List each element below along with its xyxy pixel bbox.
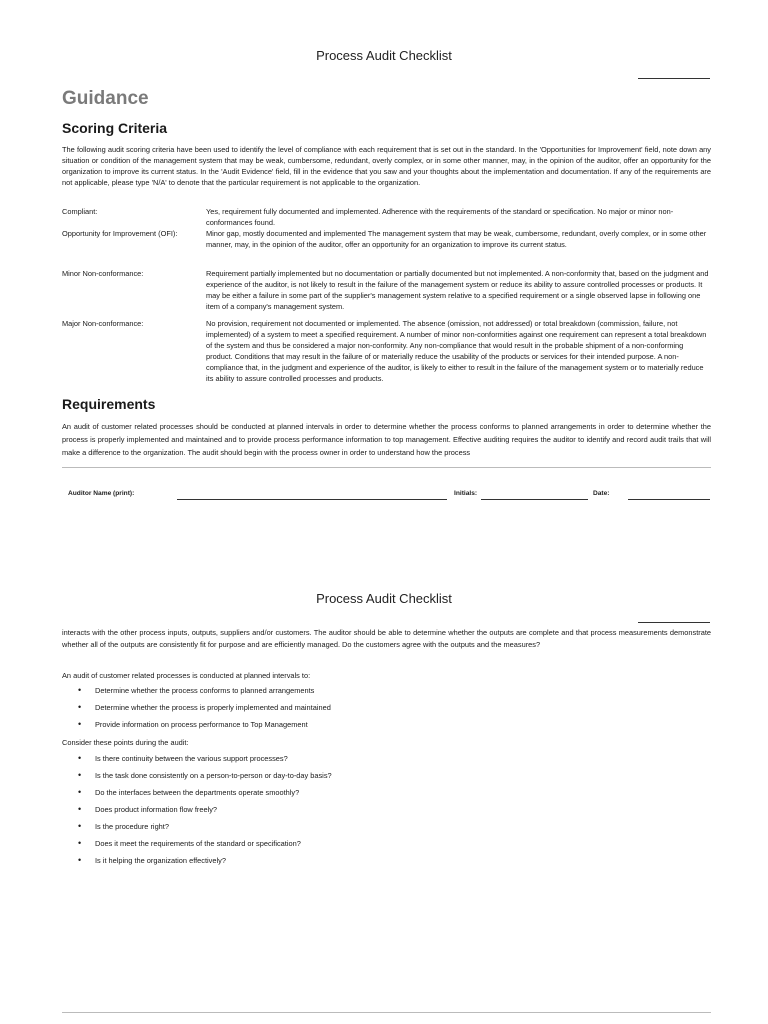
list-item: • Determine whether the process is properly implemented and maintained xyxy=(78,699,708,716)
list-item: • Provide information on process performance to Top Management xyxy=(78,716,708,733)
criteria-term-compliant: Compliant: xyxy=(62,207,98,216)
consider-list xyxy=(78,750,708,869)
criteria-term-ofi: Opportunity for Improvement (OFI): xyxy=(62,229,178,238)
list-item: • Does product information flow freely? xyxy=(78,801,708,818)
criteria-desc-minor: Requirement partially implemented but no documentation or partially documented but not implemented. A non-conformity that, based on the judgment and experience of the auditor, is not likely to result in the failure of the management system or reduce its ability to assure controlled processes or products. It may be either a failure in some part of the supplier's management system relative to a specified requirement or a single observed lapse in following one item of a company's management system. xyxy=(206,269,709,311)
header-rule xyxy=(638,78,710,79)
criteria-term-minor: Minor Non-conformance: xyxy=(62,269,144,278)
page-title: Process Audit Checklist xyxy=(316,48,452,63)
intervals-intro: An audit of customer related processes is conducted at planned intervals to: xyxy=(62,671,311,680)
continuation-paragraph: interacts with the other process inputs, outputs, suppliers and/or customers. The auditor should be able to determine whether the outputs are complete and that process measurements demonstrate whether all of the outputs are consistently fit for purpose and are efficiently managed. Do the customers agree with the outputs and the measures? xyxy=(62,628,711,649)
header-rule-2 xyxy=(638,622,710,623)
initials-field[interactable] xyxy=(481,499,588,500)
page-divider xyxy=(62,467,711,468)
criteria-desc-major: No provision, requirement not documented or implemented. The absence (omission, not addressed) or total breakdown (commission, failure, not implemented) of a system to meet a specified requirement. A number of minor non-conformities against one requirement can represent a total breakdown of the system and thus be considered a major non-conformity. Any non-compliance that would result in the probable shipment of a non-conforming product. Conditions that may result in the failure of or materially reduce the usability of the products or services for their intended purpose. A non-compliance that, in the judgment and experience of the auditor, is likely to either to result in the failure of the management system or to materially reduce its ability to assure controlled processes and products. xyxy=(206,319,707,383)
criteria-term-major: Major Non-conformance: xyxy=(62,319,144,328)
auditor-name-label: Auditor Name (print): xyxy=(68,490,135,497)
scoring-criteria-heading: Scoring Criteria xyxy=(62,120,168,136)
scoring-intro-paragraph: The following audit scoring criteria have been used to identify the level of compliance with each requirement that is set out in the standard. In the 'Opportunities for Improvement' field, note down any situation or condition of the management system that may be weak, cumbersome, redundant, overly complex, or in some other manner, may, in the opinion of the auditor, offer an opportunity for the organization to improve its current status. In the 'Audit Evidence' field, fill in the evidence that you saw and your thoughts about the implementation and documentation. If any of the requirements are not applicable, please type 'N/A' to denote that the particular requirement is not applicable to the organization. xyxy=(62,145,711,187)
page-title-2: Process Audit Checklist xyxy=(316,591,452,606)
consider-intro: Consider these points during the audit: xyxy=(62,738,189,747)
list-item: • Is the task done consistently on a person-to-person or day-to-day basis? xyxy=(78,767,708,784)
list-item: • Is it helping the organization effectively? xyxy=(78,852,708,869)
guidance-heading: Guidance xyxy=(62,88,149,109)
date-label: Date: xyxy=(593,490,610,497)
auditor-name-field[interactable] xyxy=(177,499,447,500)
criteria-desc-compliant: Yes, requirement fully documented and implemented. Adherence with the requirements of the standard or specification. No major or minor non-conformances found. xyxy=(206,207,674,227)
list-item: • Do the interfaces between the departments operate smoothly? xyxy=(78,784,708,801)
list-item: • Is the procedure right? xyxy=(78,818,708,835)
list-item: • Determine whether the process conforms to planned arrangements xyxy=(78,682,708,699)
list-item: • Does it meet the requirements of the standard or specification? xyxy=(78,835,708,852)
requirements-heading: Requirements xyxy=(62,396,156,412)
list-item: • Is there continuity between the various support processes? xyxy=(78,750,708,767)
date-field[interactable] xyxy=(628,499,710,500)
page-divider-bottom xyxy=(62,1012,711,1013)
criteria-desc-ofi: Minor gap, mostly documented and implemented The management system that may be weak, cumbersome, redundant, overly complex, or in some other manner, may, in the opinion of the auditor, offer an opportunity for an organization to improve its current status. xyxy=(206,229,707,249)
requirements-paragraph: An audit of customer related processes should be conducted at planned intervals in order to determine whether the process conforms to planned arrangements in order to determine whether the process is properly implemented and maintained and to provide process performance information to top management. Effective auditing requires the auditor to identify and record audit trails that will make a difference to the organization. The audit should begin with the process owner in order to understand how the process xyxy=(62,422,711,457)
initials-label: Initials: xyxy=(454,490,478,497)
intervals-list xyxy=(78,682,708,733)
